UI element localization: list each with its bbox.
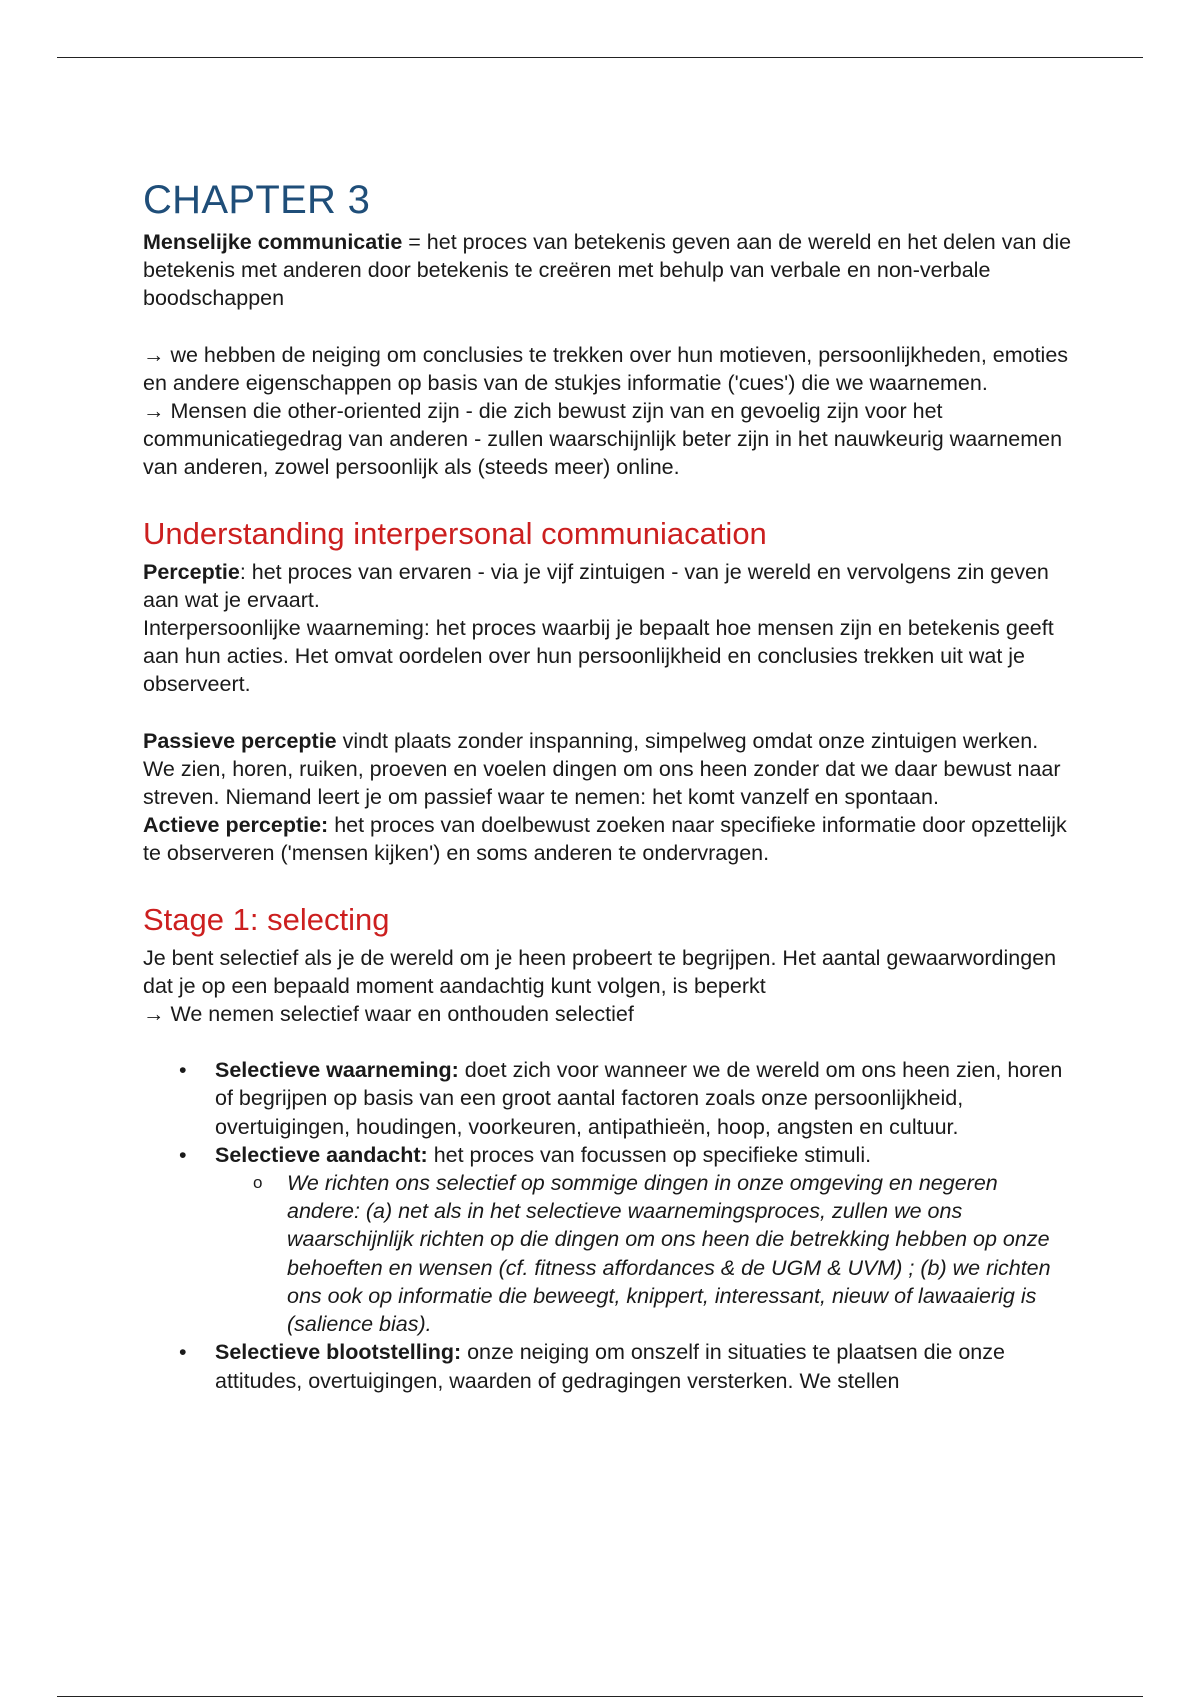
actieve-perceptie-paragraph: [143, 811, 1073, 867]
item-term: Selectieve aandacht:: [215, 1142, 428, 1167]
list-item-selectieve-aandacht: [143, 1141, 1073, 1169]
list-item-selectieve-waarneming: [143, 1056, 1073, 1141]
selection-list-continued: [143, 1338, 1073, 1394]
selection-list: [143, 1056, 1073, 1169]
chapter-title: CHAPTER 3: [143, 178, 371, 222]
passieve-perceptie-term: Passieve perceptie: [143, 728, 337, 753]
document-page: [143, 176, 1073, 1395]
intro-definition: [143, 228, 1073, 313]
section-heading-selecting: Stage 1: selecting: [143, 901, 390, 937]
bullet-icon: •: [179, 1340, 187, 1365]
intro-term: Menselijke communicatie: [143, 230, 403, 254]
intro-arrow-2: → Mensen die other-oriented zijn - die zich bewust zijn van en gevoelig zijn voor het communicatiegedrag van anderen - zullen waarschijnlijk beter zijn in het nauwkeurig waarnemen van anderen, zowel persoonlijk als (steeds meer) online.: [143, 399, 1063, 480]
header-rule: [57, 57, 1143, 58]
section-heading-understanding: Understanding interpersonal communiacation: [143, 515, 767, 551]
perceptie-definition: : het proces van ervaren - via je vijf zintuigen - van je wereld en vervolgens zin geven aan wat je ervaart.: [143, 559, 1049, 612]
sub-item-text: We richten ons selectief op sommige dingen in onze omgeving en negeren andere: (a) net als in het selectieve waarnemingsproces, zullen we ons waarschijnlijk richten op die dingen om ons heen die betrekking hebben op onze behoeften en wensen (cf. fitness affordances & de UGM & UVM) ; (b) we richten ons ook op informatie die beweegt, knippert, interessant, nieuw of lawaaierig is (salience bias).: [287, 1171, 1051, 1337]
item-text: doet zich voor wanneer we de wereld om ons heen zien, horen of begrijpen op basis van een groot aantal factoren zoals onze persoonlijkheid, overtuigingen, houdingen, voorkeuren, antipathieën, hoop, angsten en cultuur.: [215, 1058, 1063, 1139]
selecting-arrow: → We nemen selectief waar en onthouden selectief: [143, 1002, 634, 1027]
interpersoonlijk-paragraph: Interpersoonlijke waarneming: het proces waarbij je bepaalt hoe mensen zijn en betekenis geeft aan hun acties. Het omvat oordelen over hun persoonlijkheid en conclusies trekken uit wat je observeert.: [143, 616, 1054, 697]
footer-rule: [57, 1696, 1143, 1697]
intro-definition-text: = het proces van betekenis geven aan de wereld en het delen van die betekenis met anderen door betekenis te creëren met behulp van verbale en non-verbale boodschappen: [143, 230, 1072, 311]
item-text: het proces van focussen op specifieke stimuli.: [427, 1142, 872, 1167]
perceptie-paragraph: [143, 558, 1073, 614]
bullet-icon: •: [179, 1058, 187, 1083]
bullet-icon: •: [179, 1142, 187, 1167]
sub-list-item-aandacht: [143, 1169, 1073, 1338]
list-item-selectieve-blootstelling: [143, 1338, 1073, 1394]
passieve-perceptie-paragraph: [143, 727, 1073, 812]
circle-bullet-icon: o: [253, 1173, 263, 1193]
item-term: Selectieve blootstelling:: [215, 1340, 462, 1365]
actieve-perceptie-term: Actieve perceptie:: [143, 813, 329, 838]
perceptie-term: Perceptie: [143, 559, 240, 584]
passieve-perceptie-definition: vindt plaats zonder inspanning, simpelweg omdat onze zintuigen werken. We zien, horen, ruiken, proeven en voelen dingen om ons heen zonder dat we daar bewust naar streven. Niemand leert je om passief waar te nemen: het komt vanzelf en spontaan.: [143, 728, 1061, 810]
item-term: Selectieve waarneming:: [215, 1058, 459, 1083]
intro-arrow-1: → we hebben de neiging om conclusies te trekken over hun motieven, persoonlijkheden, emoties en andere eigenschappen op basis van de stukjes informatie ('cues') die we waarnemen.: [143, 342, 1069, 395]
actieve-perceptie-definition: het proces van doelbewust zoeken naar specifieke informatie door opzettelijk te observeren ('mensen kijken') en soms anderen te ondervragen.: [143, 813, 1067, 866]
item-text: onze neiging om onszelf in situaties te plaatsen die onze attitudes, overtuigingen, waarden of gedragingen versterken. We stellen: [215, 1340, 1005, 1393]
selecting-intro: Je bent selectief als je de wereld om je heen probeert te begrijpen. Het aantal gewaarwordingen dat je op een bepaald moment aandachtig kunt volgen, is beperkt: [143, 945, 1057, 998]
